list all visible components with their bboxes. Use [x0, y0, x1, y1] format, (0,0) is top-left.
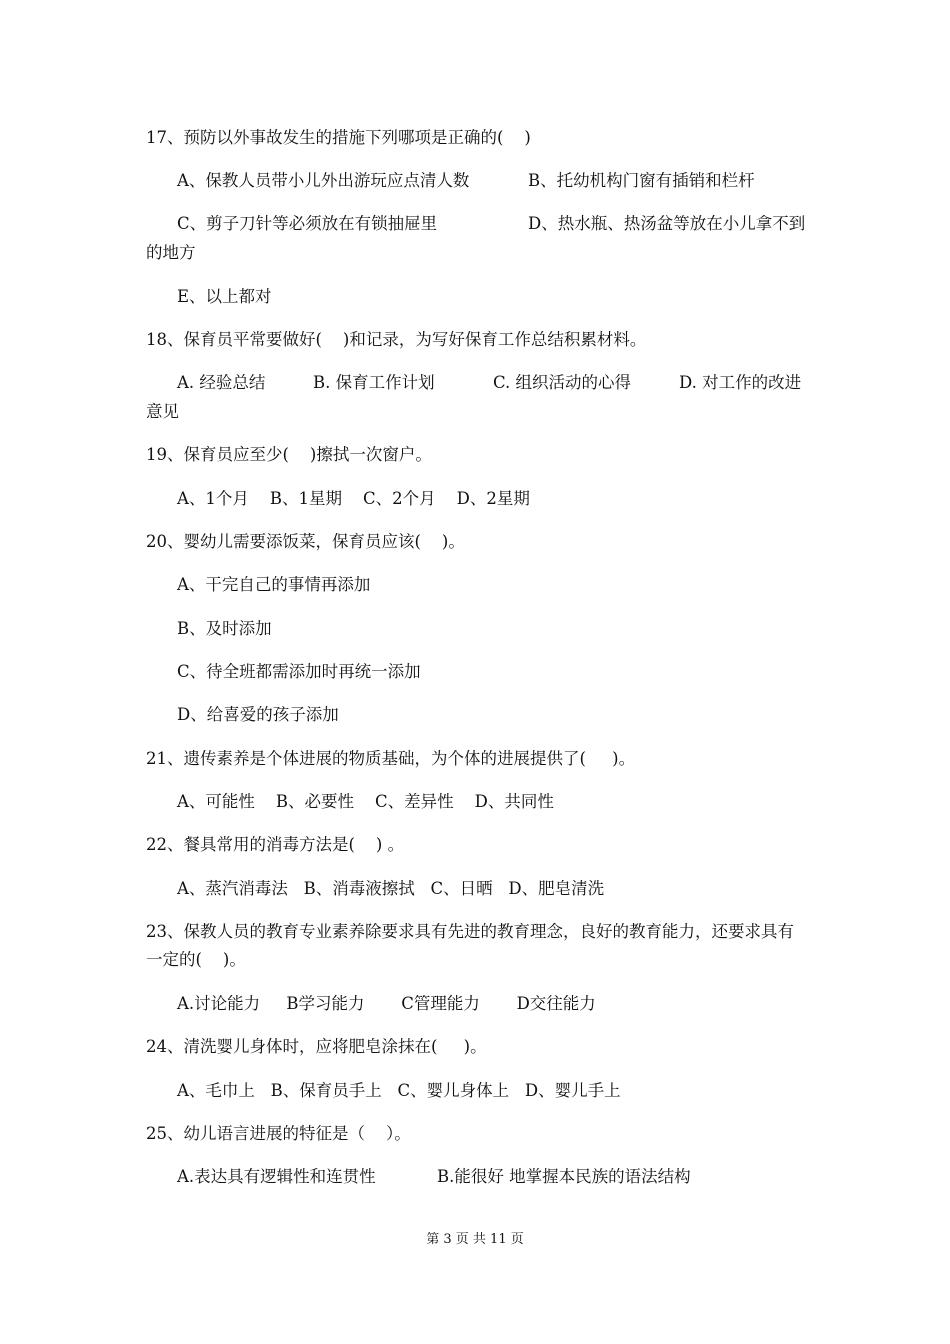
question-24-stem: 24、清洗婴儿身体时，应将肥皂涂抹在( )。 — [146, 1037, 487, 1056]
question-22-options: A、蒸汽消毒法 B、消毒液擦拭 C、日晒 D、肥皂清洗 — [177, 879, 605, 898]
question-20-option-a: A、干完自己的事情再添加 — [177, 575, 371, 594]
question-21-options: A、可能性 B、必要性 C、差异性 D、共同性 — [177, 792, 554, 811]
question-17-option-d: D、热水瓶、热汤盆等放在小儿拿不到 — [528, 214, 806, 233]
question-23-options: A.讨论能力 B学习能力 C管理能力 D交往能力 — [177, 994, 596, 1013]
question-17-option-c: C、剪子刀针等必须放在有锁抽屉里 — [177, 214, 438, 233]
question-23-stem-continued: 一定的( )。 — [146, 950, 246, 969]
question-17-stem: 17、预防以外事故发生的措施下列哪项是正确的( ) — [146, 128, 531, 147]
question-18-option-c: C. 组织活动的心得 — [493, 373, 632, 392]
question-17-option-a: A、保教人员带小儿外出游玩应点清人数 — [177, 171, 470, 190]
question-17-option-e: E、以上都对 — [177, 287, 272, 306]
question-20-option-d: D、给喜爱的孩子添加 — [177, 705, 339, 724]
question-25-stem: 25、幼儿语言进展的特征是（ ）。 — [146, 1124, 411, 1143]
question-23-stem: 23、保教人员的教育专业素养除要求具有先进的教育理念，良好的教育能力，还要求具有 — [146, 922, 794, 941]
question-21-stem: 21、遗传素养是个体进展的物质基础，为个体的进展提供了( )。 — [146, 749, 636, 768]
question-20-stem: 20、婴幼儿需要添饭菜，保育员应该( )。 — [146, 532, 465, 551]
question-18-stem: 18、保育员平常要做好( )和记录，为写好保育工作总结积累材料。 — [146, 330, 647, 349]
question-18-option-d-continued: 意见 — [146, 402, 179, 421]
question-20-option-b: B、及时添加 — [177, 619, 272, 638]
question-24-options: A、毛巾上 B、保育员手上 C、婴儿身体上 D、婴儿手上 — [177, 1081, 621, 1100]
question-17-option-b: B、托幼机构门窗有插销和栏杆 — [528, 171, 755, 190]
question-17-option-d-continued: 的地方 — [146, 243, 196, 262]
question-19-stem: 19、保育员应至少( )擦拭一次窗户。 — [146, 445, 432, 464]
question-22-stem: 22、餐具常用的消毒方法是( ) 。 — [146, 835, 405, 854]
question-18-option-a: A. 经验总结 — [177, 373, 266, 392]
question-25-option-b: B.能很好 地掌握本民族的语法结构 — [437, 1167, 691, 1186]
question-18-option-d: D. 对工作的改进 — [679, 373, 802, 392]
question-19-options: A、1个月 B、1星期 C、2个月 D、2星期 — [177, 489, 530, 508]
question-25-option-a: A.表达具有逻辑性和连贯性 — [177, 1167, 376, 1186]
question-18-option-b: B. 保育工作计划 — [313, 373, 435, 392]
page-number-footer: 第 3 页 共 11 页 — [426, 1232, 524, 1247]
question-20-option-c: C、待全班都需添加时再统一添加 — [177, 662, 421, 681]
